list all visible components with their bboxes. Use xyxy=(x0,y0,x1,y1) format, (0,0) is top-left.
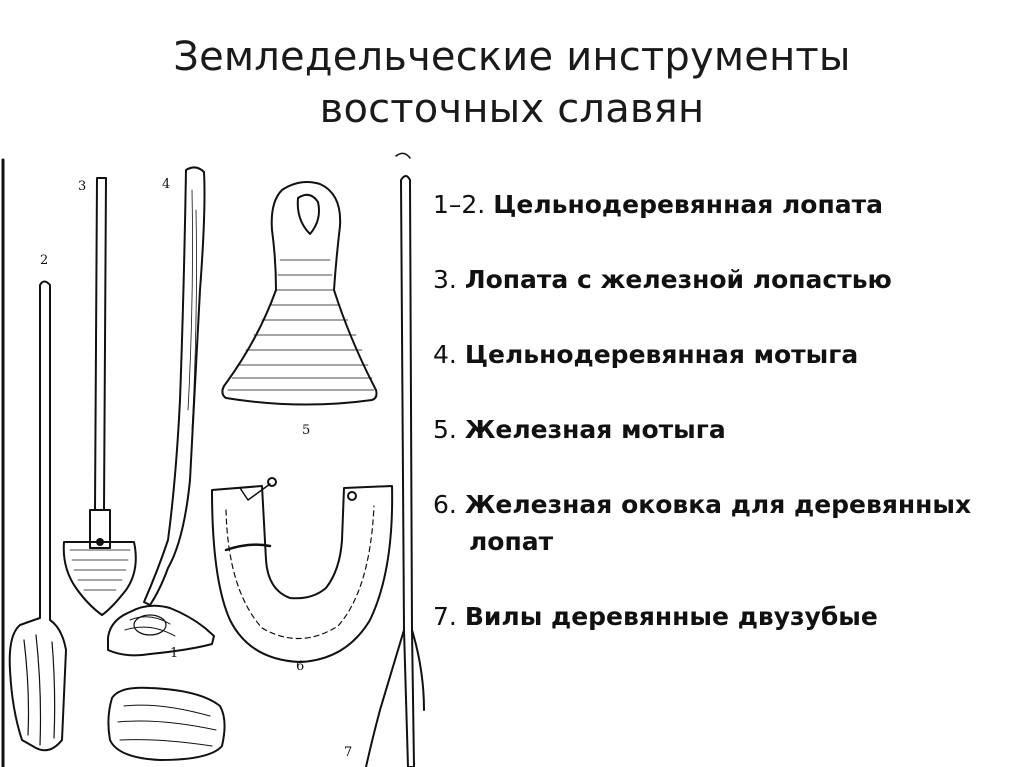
legend-description: Цельнодеревянная мотыга xyxy=(464,340,859,369)
legend-number: 3. xyxy=(433,265,457,294)
legend-description: Лопата с железной лопастью xyxy=(464,265,892,294)
slide-title-line-1: Земледельческие инструменты xyxy=(173,33,851,80)
legend-item xyxy=(433,261,1013,298)
figure-label-4: 4 xyxy=(162,177,171,192)
legend-description-continued: лопат xyxy=(469,527,554,556)
legend-list xyxy=(433,186,1013,635)
legend-description: Железная мотыга xyxy=(464,415,726,444)
figure-label-6: 6 xyxy=(296,659,305,674)
figure-label-7: 7 xyxy=(344,745,353,760)
tool-3-iron-spade xyxy=(64,178,136,615)
tool-6-iron-fitting xyxy=(212,478,392,662)
legend-item xyxy=(433,486,1013,560)
slide-title xyxy=(0,31,1024,135)
legend-number: 5. xyxy=(433,415,457,444)
figure-label-2: 2 xyxy=(40,253,49,268)
tool-7-wooden-pitchfork xyxy=(366,153,424,767)
legend-description: Вилы деревянные двузубые xyxy=(464,602,878,631)
figure-label-5: 5 xyxy=(302,423,311,438)
tool-1-wooden-block xyxy=(108,688,224,760)
legend-number: 1–2. xyxy=(433,190,486,219)
legend-number: 6. xyxy=(433,490,457,519)
tool-5-iron-hoe xyxy=(222,182,376,405)
legend-item xyxy=(433,598,1013,635)
legend-item xyxy=(433,411,1013,448)
legend-description: Железная оковка для деревянных xyxy=(464,490,972,519)
legend-number: 4. xyxy=(433,340,457,369)
tool-2-wooden-spade xyxy=(10,282,66,751)
tool-4-wooden-hoe xyxy=(108,167,214,655)
legend-number: 7. xyxy=(433,602,457,631)
legend-description: Цельнодеревянная лопата xyxy=(493,190,883,219)
figure-label-3: 3 xyxy=(78,179,87,194)
legend-item xyxy=(433,336,1013,373)
legend-item xyxy=(433,186,1013,223)
tools-illustration xyxy=(0,150,425,767)
slide-title-line-2: восточных славян xyxy=(319,85,705,132)
figure-label-1: 1 xyxy=(170,646,179,661)
